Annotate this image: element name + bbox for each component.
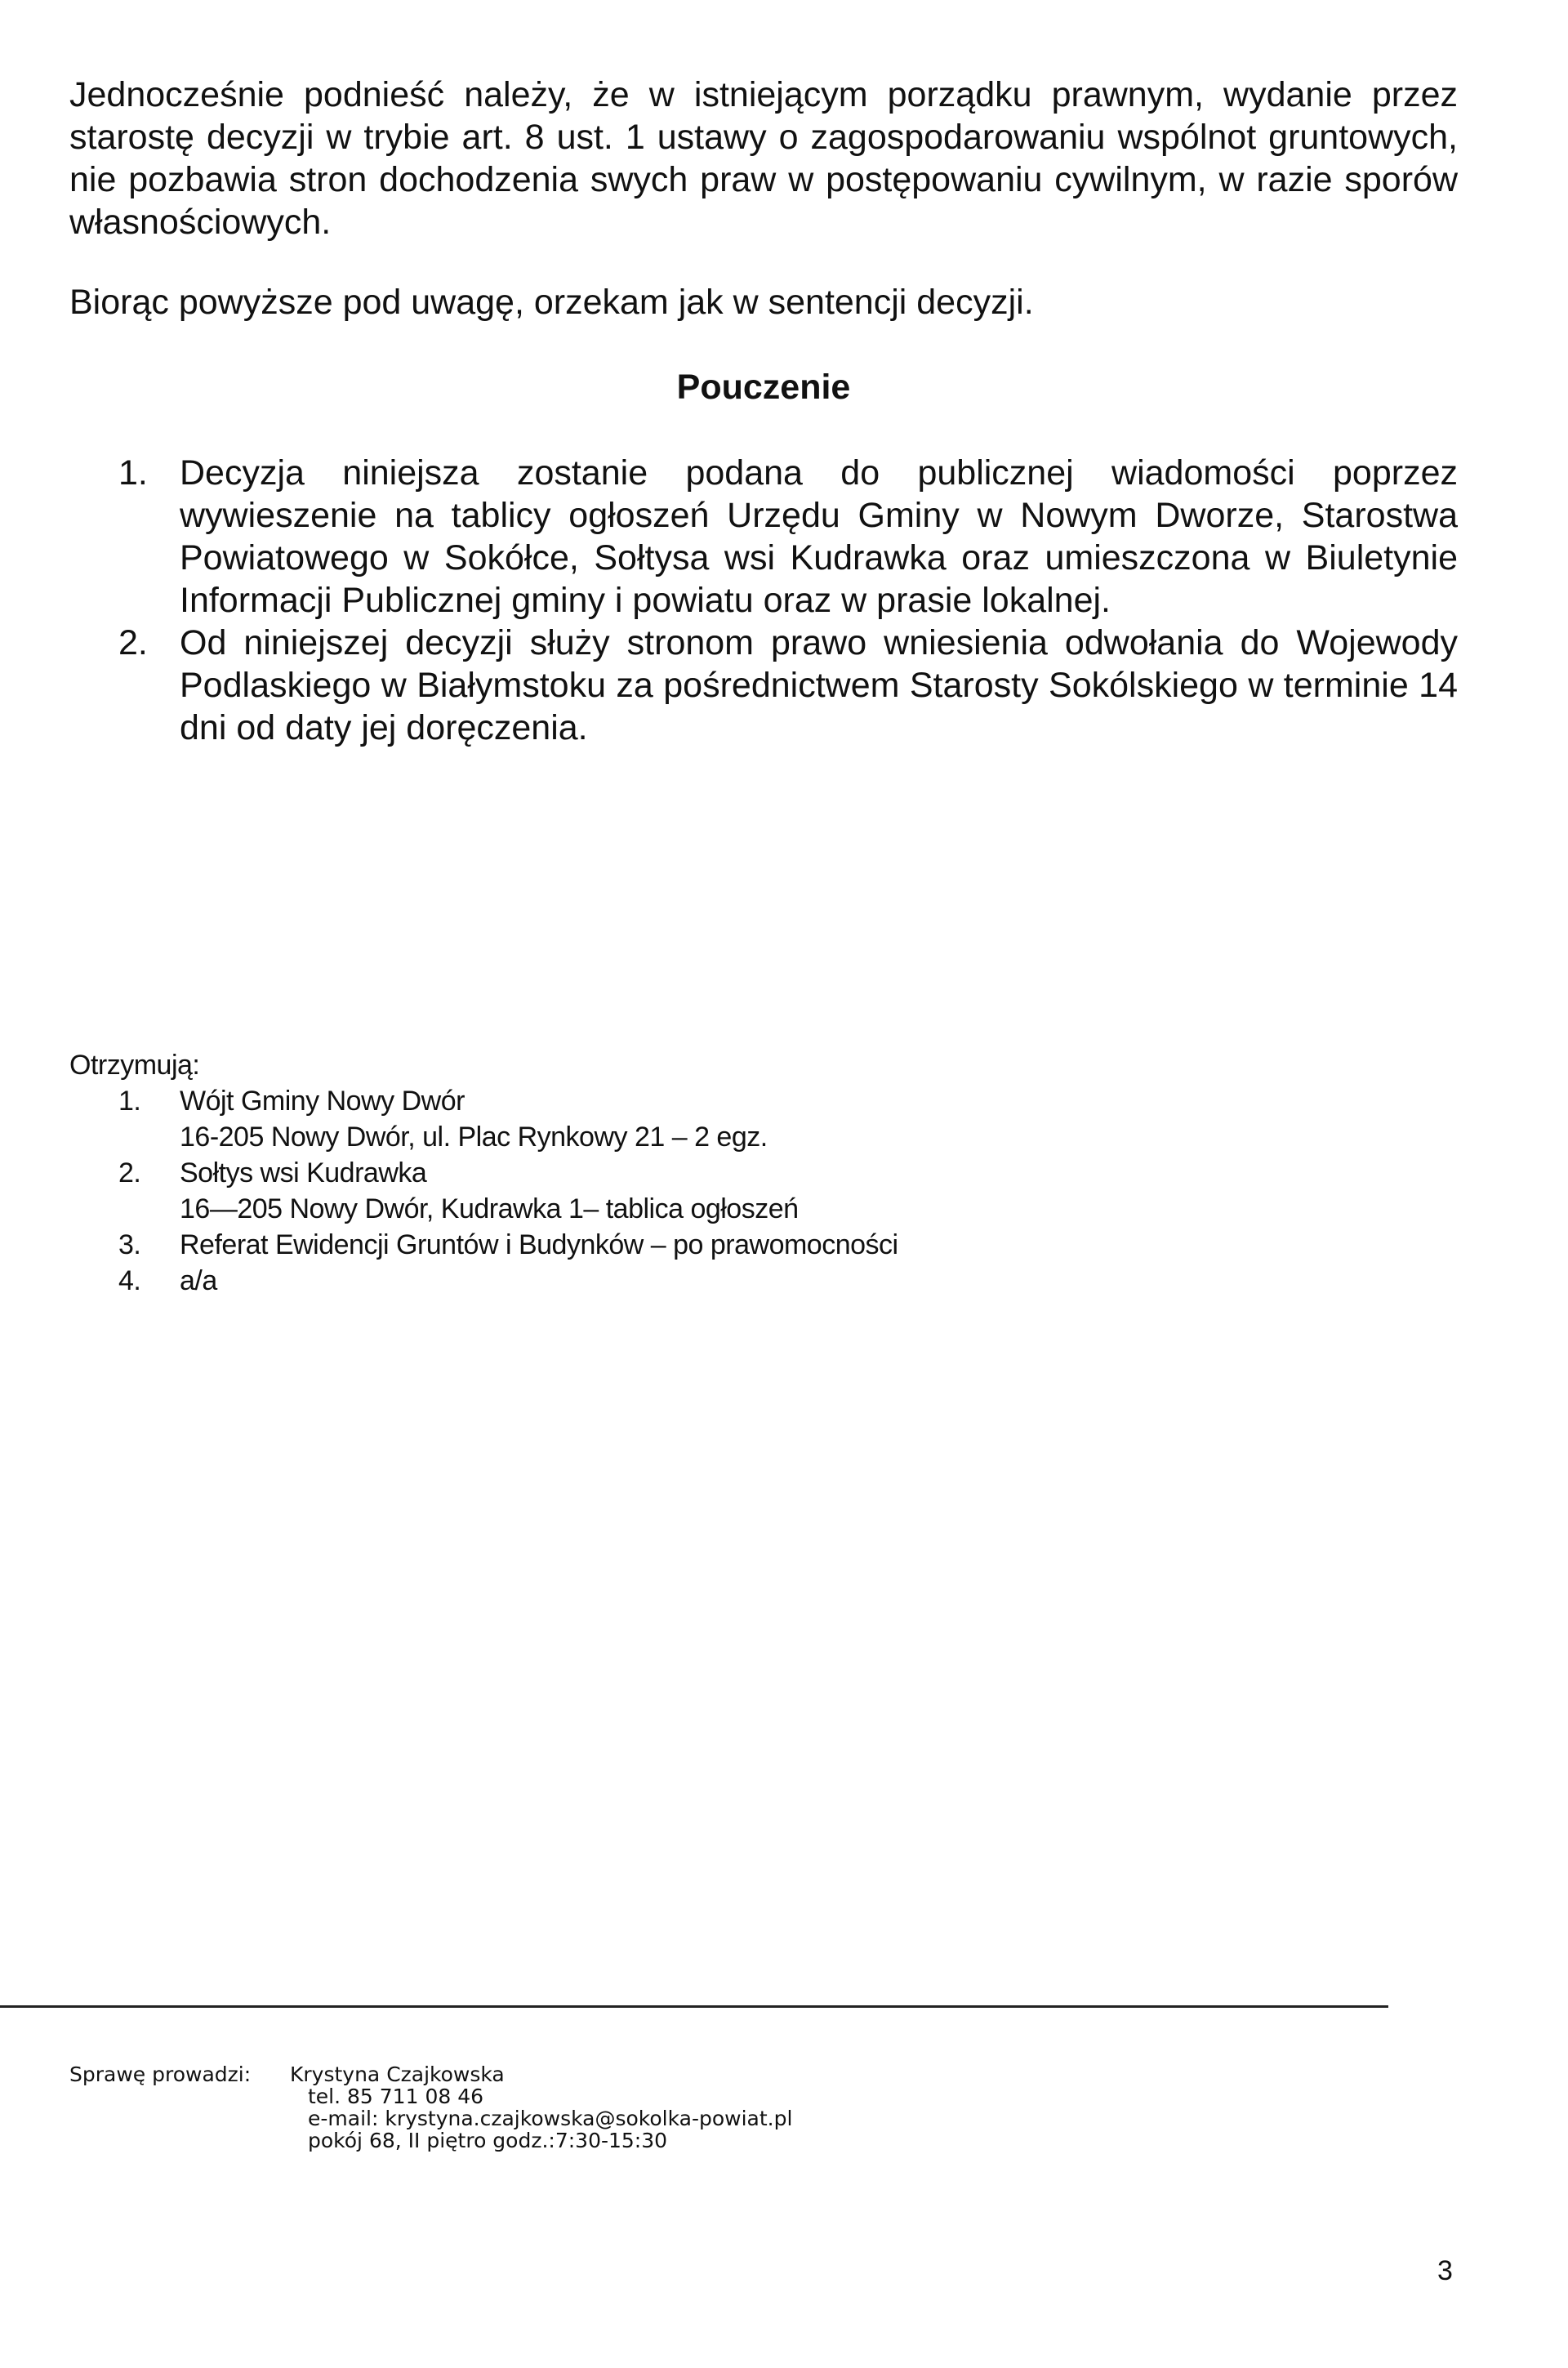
contact-details	[290, 2063, 792, 2152]
instruction-text: Od niniejszej decyzji służy stronom prawo wniesienia odwołania do Wojewody Podlaskiego w Białymstoku za pośrednictwem Starosty Sokólskiego w terminie 14 dni od daty jej doręczenia.	[180, 623, 1458, 747]
recipient-address: 16-205 Nowy Dwór, ul. Plac Rynkowy 21 – 2 egz.	[180, 1122, 768, 1153]
instruction-item	[69, 452, 1458, 622]
recipient-item	[69, 1227, 898, 1263]
recipient-name: Wójt Gminy Nowy Dwór	[180, 1086, 465, 1117]
recipient-address: 16—205 Nowy Dwór, Kudrawka 1– tablica ogłoszeń	[180, 1193, 799, 1224]
instruction-text: Decyzja niniejsza zostanie podana do publicznej wiadomości poprzez wywieszenie na tablicy ogłoszeń Urzędu Gminy w Nowym Dworze, Starostwa Powiatowego w Sokółce, Sołtysa wsi Kudrawka oraz umieszczona w Biuletynie Informacji Publicznej gminy i powiatu oraz w prasie lokalnej.	[180, 453, 1458, 620]
footer-divider	[0, 2005, 1388, 2008]
recipient-name: Referat Ewidencji Gruntów i Budynków – po prawomocności	[180, 1229, 898, 1260]
instructions-list	[69, 452, 1458, 749]
section-heading: Pouczenie	[676, 368, 851, 407]
contact-room: pokój 68, II piętro godz.:7:30-15:30	[308, 2129, 668, 2152]
contact-phone: tel. 85 711 08 46	[308, 2085, 484, 2108]
recipient-name: Sołtys wsi Kudrawka	[180, 1157, 427, 1188]
recipient-item	[69, 1263, 898, 1299]
page-number: 3	[1437, 2255, 1453, 2286]
recipient-number: 4.	[118, 1265, 141, 1296]
recipient-name: a/a	[180, 1265, 217, 1296]
recipient-number: 3.	[118, 1229, 141, 1260]
contact-name: Krystyna Czajkowska	[290, 2063, 505, 2086]
contact-label: Sprawę prowadzi:	[69, 2063, 252, 2086]
recipient-item	[69, 1083, 898, 1155]
contact-email: e-mail: krystyna.czajkowska@sokolka-powiat.pl	[308, 2107, 793, 2130]
recipient-number: 1.	[118, 1086, 141, 1117]
recipient-item	[69, 1155, 898, 1227]
reasoning-paragraph: Jednocześnie podnieść należy, że w istniejącym porządku prawnym, wydanie przez starostę decyzji w trybie art. 8 ust. 1 ustawy o zagospodarowaniu wspólnot gruntowych, nie pozbawia stron dochodzenia swych praw w postępowaniu cywilnym, w razie sporów własnościowych.	[69, 75, 1458, 242]
instruction-number: 1.	[118, 453, 148, 493]
instruction-item	[69, 622, 1458, 749]
recipients-list	[69, 1083, 898, 1299]
recipient-number: 2.	[118, 1157, 141, 1188]
recipients-label: Otrzymują:	[69, 1050, 200, 1081]
conclusion-paragraph: Biorąc powyższe pod uwagę, orzekam jak w sentencji decyzji.	[69, 283, 1034, 322]
instruction-number: 2.	[118, 623, 148, 662]
